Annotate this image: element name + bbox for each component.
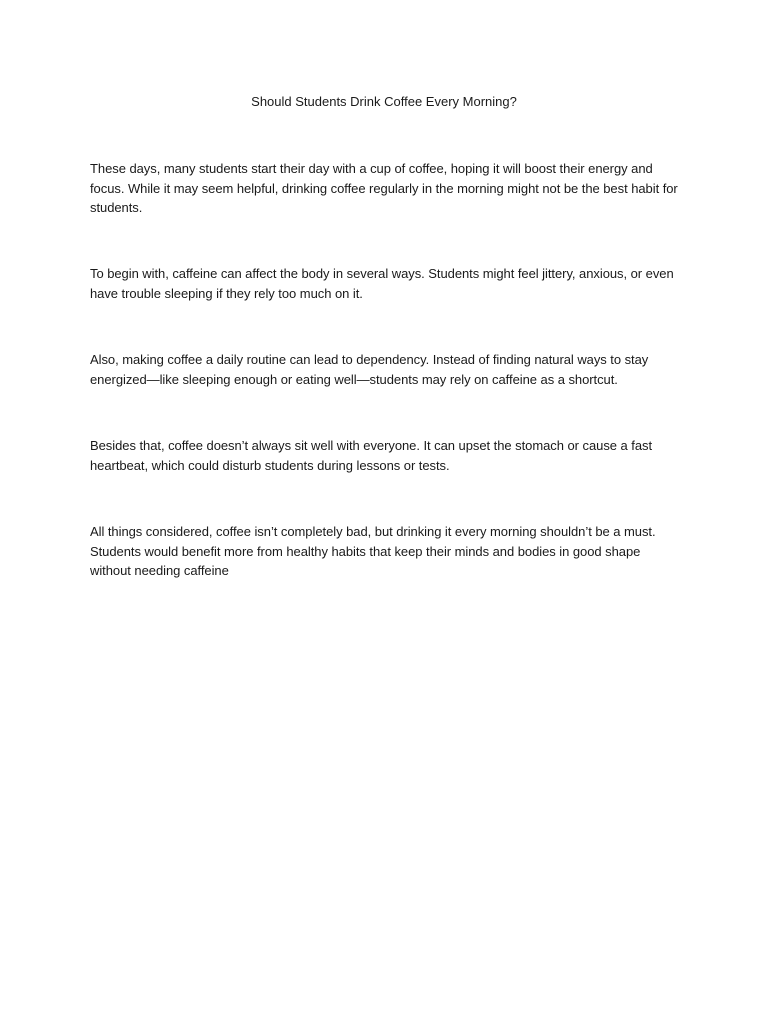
paragraph-dependency: Also, making coffee a daily routine can lead to dependency. Instead of finding natural ways to stay energized—like sleeping enough or eating well—students may rely on caffeine as a shortcut. — [90, 352, 649, 387]
paragraph-conclusion: All things considered, coffee isn’t completely bad, but drinking it every morning shouldn’t be a must. Students would benefit more from healthy habits that keep their minds and bodies in good shape without needing caffeine — [90, 524, 656, 578]
document-title: Should Students Drink Coffee Every Morning? — [251, 94, 517, 109]
paragraph-intro: These days, many students start their day with a cup of coffee, hoping it will boost their energy and focus. While it may seem helpful, drinking coffee regularly in the morning might not be the best habit for students. — [90, 161, 678, 215]
paragraph-caffeine-effects: To begin with, caffeine can affect the body in several ways. Students might feel jittery, anxious, or even have trouble sleeping if they rely too much on it. — [90, 266, 674, 301]
paragraph-side-effects: Besides that, coffee doesn’t always sit well with everyone. It can upset the stomach or cause a fast heartbeat, which could disturb students during lessons or tests. — [90, 438, 653, 473]
